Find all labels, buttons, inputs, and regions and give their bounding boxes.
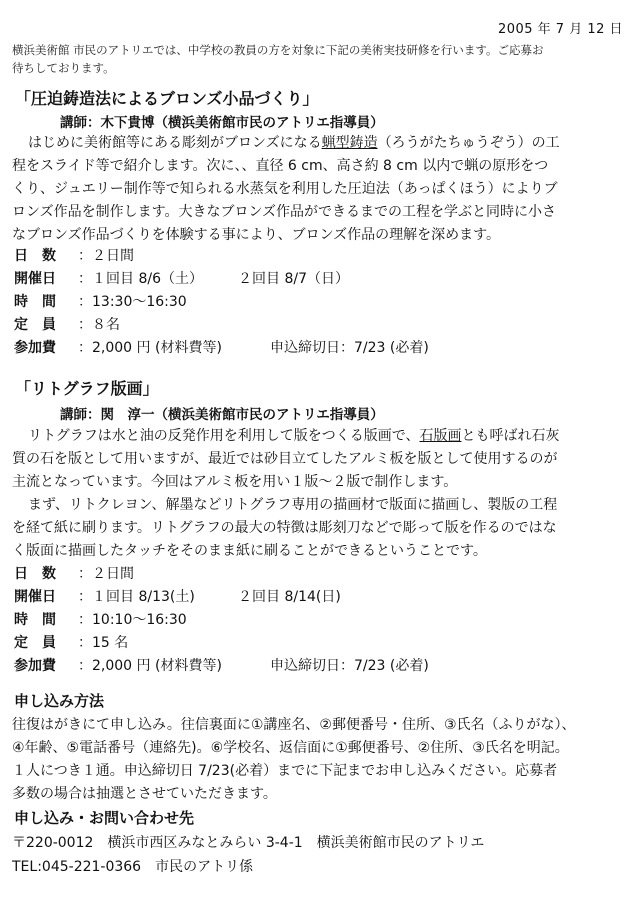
course1-days-value: ：２日間 [78,248,134,264]
course2-desc-line-6: く版面に描画したタッチをそのまま紙に刷ることができるということです。 [12,543,487,559]
contact-address: 〒220-0012 横浜市西区みなとみらい 3-4-1 横浜美術館市民のアトリエ [12,835,485,851]
contact-title: 申し込み・お問い合わせ先 [14,809,195,827]
course1-desc-line-5: なブロンズ作品づくりを体験する事により、ブロンズ作品の理解を深めます。 [12,227,501,243]
course2-desc-line-1 [28,425,559,445]
course1-desc-pre: はじめに美術館等にある彫刻がブロンズになる [28,135,322,151]
apply-title: 申し込み方法 [14,692,105,710]
course1-capacity [14,314,120,334]
course2-time-label: 時 間 [14,612,56,628]
course2-desc-line-5: を経て紙に刷ります。リトグラフの最大の特徴は彫刻刀などで彫って版を作るのではな [12,520,557,536]
course1-fee-value: ：2,000 円 (材料費等) [78,340,222,356]
course1-date-1: ：１回目 8/6（土） [78,271,203,287]
intro-line-1: 横浜美術館 市民のアトリエでは、中学校の教員の方を対象に下記の美術実技研修を行います。ご応募お [12,43,544,57]
course2-date-2: ２回目 8/14(日) [238,589,341,605]
document-date: 2005 年 7 月 12 日 [497,22,623,37]
course2-desc-line-3: 主流となっています。今回はアルミ板を用い１版～２版で制作します。 [12,474,458,490]
contact-phone: TEL:045-221-0366 市民のアトリ係 [12,859,254,875]
course1-desc-post: （ろうがたちゅうぞう）の工 [377,135,560,151]
course1-title: 「圧迫鋳造法によるブロンズ小品づくり」 [15,89,319,108]
course2-deadline: 申込締切日：7/23 (必着) [270,658,429,674]
course2-desc-line-4: まず、リトクレヨン、解墨などリトグラフ専用の描画材で版面に描画し、製版の工程 [28,497,558,513]
apply-line-1: 往復はがきにて申し込み。往信裏面に①講座名、②郵便番号・住所、③氏名（ふりがな）、 [12,717,576,733]
course2-time [14,609,187,629]
course1-desc-underlined: 蝋型鋳造 [321,135,378,151]
course2-fee [14,655,429,675]
course2-dates-label: 開催日 [14,589,56,605]
course2-fee-label: 参加費 [14,658,56,674]
course2-desc-pre: リトグラフは水と油の反発作用を利用して版をつくる版画で、 [28,428,420,444]
course2-desc-underlined: 石版画 [419,428,462,444]
course1-desc-line-2: 程をスライド等で紹介します。次に、、直径 6 cm、高さ約 8 cm 以内で蝋の原形をつ [12,158,549,174]
course1-fee [14,337,429,357]
apply-line-3: １人につき１通。申込締切日 7/23(必着）までに下記までお申し込みください。応募者 [12,763,558,779]
course2-time-value: ：10:10～16:30 [78,612,187,628]
course1-dates [14,268,349,288]
course1-dates-label: 開催日 [14,271,56,287]
course1-deadline: 申込締切日：7/23 (必着) [270,340,429,356]
course1-time [14,291,187,311]
course2-dates [14,586,341,606]
course2-fee-value: ：2,000 円 (材料費等) [78,658,222,674]
course1-days-label: 日 数 [14,248,56,264]
course1-capacity-value: ：８名 [78,317,120,333]
course1-desc-line-1 [28,132,560,152]
intro-line-2: 待ちしております。 [12,61,115,75]
course1-desc-line-3: くり、ジュエリー制作等で知られる水蒸気を利用した圧迫法（あっぱくほう）によりブ [12,181,558,197]
course2-days-value: ：２日間 [78,566,134,582]
course1-fee-label: 参加費 [14,340,56,356]
course2-capacity [14,632,128,652]
course2-desc-post: とも呼ばれ石灰 [461,428,560,444]
course2-title: 「リトグラフ版画」 [15,379,159,398]
course2-days-label: 日 数 [14,566,56,582]
course2-capacity-label: 定 員 [14,635,56,651]
course1-time-value: ：13:30～16:30 [78,294,187,310]
course2-days [14,563,134,583]
course2-desc-line-2: 質の石を版として用いますが、最近では砂目立てしたアルミ板を版として使用するのが [12,451,558,467]
course1-date-2: ２回目 8/7（日） [238,271,349,287]
course2-instructor: 講師：関 淳一（横浜美術館市民のアトリエ指導員） [60,407,384,423]
course1-desc-line-4: ロンズ作品を制作します。大きなブロンズ作品ができるまでの工程を学ぶと同時に小さ [12,204,557,220]
course1-time-label: 時 間 [14,294,56,310]
apply-line-2: ④年齢、⑤電話番号（連絡先)。⑥学校名、返信面に①郵便番号、②住所、③氏名を明記。 [12,740,569,756]
course1-instructor: 講師：木下貴博（横浜美術館市民のアトリエ指導員） [60,115,384,131]
apply-line-4: 多数の場合は抽選とさせていただきます。 [12,786,277,802]
course2-capacity-value: ：15 名 [78,635,129,651]
course1-capacity-label: 定 員 [14,317,56,333]
course1-days [14,245,134,265]
course2-date-1: ：１回目 8/13(土) [78,589,195,605]
